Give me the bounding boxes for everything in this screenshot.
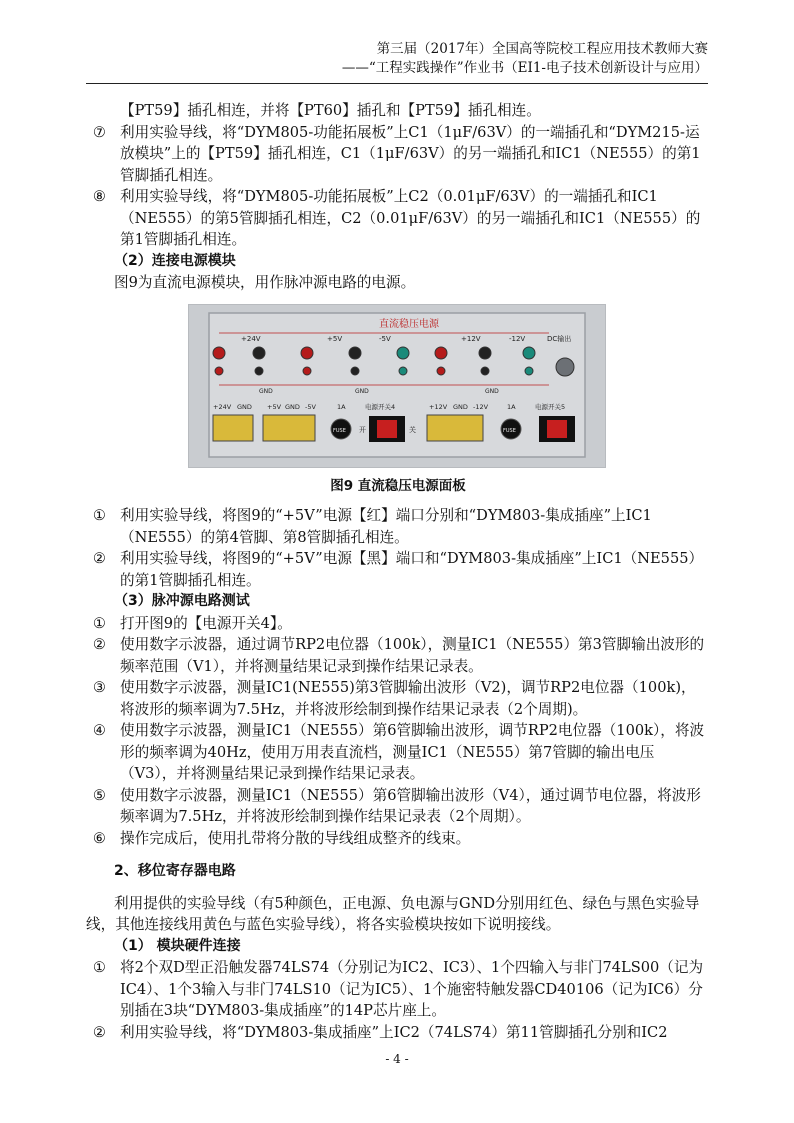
list-item: [86, 505, 710, 548]
page-content: [86, 100, 710, 1043]
bottom-label: GND: [237, 402, 252, 411]
bottom-label: +5V: [267, 402, 282, 411]
switch-off-label: 关: [409, 425, 416, 434]
item-number: ③: [92, 679, 106, 696]
bottom-label: 电源开关5: [535, 402, 566, 411]
fuse-label-1: FUSE: [333, 427, 346, 434]
list-item: [86, 186, 710, 251]
item-text: 使用数字示波器，通过调节RP2电位器（100k），测量IC1（NE555）第3管脚输出波形的频率范围（V1），并将测量结果记录到操作结果记录表。: [120, 636, 705, 675]
bottom-label: +12V: [429, 402, 448, 411]
paragraph: 利用提供的实验导线（有5种颜色，正电源、负电源与GND分别用红色、绿色与黑色实验导线，其他连接线用黄色与蓝色实验导线），将各实验模块按如下说明接线。: [86, 894, 700, 933]
list-item: [86, 957, 710, 1022]
switch-on-label: 开: [359, 425, 366, 434]
page-number: - 4 -: [385, 1052, 409, 1066]
header-title: 第三届（2017年）全国高等院校工程应用技术教师大赛: [376, 41, 708, 57]
list-item: [86, 613, 710, 635]
label-24v: +24V: [241, 334, 261, 343]
list-item: [86, 122, 710, 187]
section-heading-hardware: （1） 模块硬件连接: [114, 937, 241, 954]
item-number: ⑥: [92, 829, 106, 847]
item-text: 操作完成后，使用扎带将分散的导线组成整齐的线束。: [120, 829, 471, 847]
item-number: ①: [92, 614, 106, 632]
item-number: ①: [92, 959, 106, 976]
item-text: 使用数字示波器，测量IC1（NE555）第6管脚输出波形（V4），通过调节电位器，将波形频率调为7.5Hz，并将波形绘制到操作结果记录表（2个周期）。: [120, 786, 701, 825]
label-dc-output: DC输出: [547, 334, 572, 343]
label-12v: +12V: [461, 334, 481, 343]
label-minus12v: -12V: [509, 334, 526, 343]
item-text: 将2个双D型正沿触发器74LS74（分别记为IC2、IC3）、1个四输入与非门74LS00（记为IC4）、1个3输入与非门74LS10（记为IC5）、1个施密特触发器CD40106（记为IC6）分别插在3块“DYM803-集成插座”的14P芯片座上。: [120, 959, 704, 1019]
item-number: ④: [92, 722, 106, 739]
continuation-line: 【PT59】插孔相连，并将【PT60】插孔和【PT59】插孔相连。: [120, 102, 541, 119]
item-text: 利用实验导线，将“DYM803-集成插座”上IC2（74LS74）第11管脚插孔分别和IC2: [120, 1023, 668, 1041]
header-subtitle: ——“工程实践操作”作业书（EI1-电子技术创新设计与应用）: [341, 60, 708, 76]
paragraph: 图9为直流电源模块，用作脉冲源电路的电源。: [114, 274, 416, 291]
list-item: [86, 828, 710, 850]
section-heading-test: （3）脉冲源电路测试: [114, 593, 250, 609]
label-5v: +5V: [327, 334, 343, 343]
bottom-label: -5V: [305, 402, 316, 411]
item-number: ⑧: [92, 188, 106, 205]
list-item: [86, 634, 710, 677]
bottom-label: -12V: [473, 402, 489, 411]
header-divider: [86, 83, 708, 84]
bottom-label: 1A: [337, 402, 346, 411]
item-number: ②: [92, 550, 106, 567]
fuse-label-2: FUSE: [503, 427, 516, 434]
item-text: 打开图9的【电源开关4】。: [120, 614, 292, 632]
bottom-label: GND: [285, 402, 300, 411]
bottom-label: +24V: [213, 402, 232, 411]
item-text: 利用实验导线，将图9的“+5V”电源【红】端口分别和“DYM803-集成插座”上IC1（NE555）的第4管脚、第8管脚插孔相连。: [120, 507, 652, 546]
list-item: [86, 785, 710, 828]
item-text: 使用数字示波器，测量IC1（NE555）第6管脚输出波形，调节RP2电位器（100k），将波形的频率调为40Hz，使用万用表直流档，测量IC1（NE555）第7管脚的输出电压（V3），并将测量结果记录到操作结果记录表。: [120, 722, 705, 782]
list-item: [86, 1022, 710, 1044]
section-heading-power: （2）连接电源模块: [114, 252, 236, 269]
item-number: ⑤: [92, 786, 106, 804]
list-item: [86, 720, 710, 785]
item-number: ①: [92, 507, 106, 524]
bottom-label: GND: [453, 402, 468, 411]
label-minus5v: -5V: [379, 334, 391, 343]
figure-caption: 图9 直流稳压电源面板: [330, 477, 466, 494]
gnd-label-2: GND: [355, 387, 369, 395]
gnd-label-3: GND: [485, 387, 499, 395]
power-panel-image: [189, 305, 605, 467]
section-heading-shift-register: 2、移位寄存器电路: [114, 863, 236, 879]
list-item: [86, 548, 710, 591]
item-text: 利用实验导线，将图9的“+5V”电源【黑】端口和“DYM803-集成插座”上IC1（NE555）的第1管脚插孔相连。: [120, 550, 704, 589]
item-number: ②: [92, 1023, 106, 1041]
item-number: ⑦: [92, 123, 106, 141]
gnd-label-1: GND: [259, 387, 273, 395]
item-text: 利用实验导线，将“DYM805-功能拓展板”上C1（1μF/63V）的一端插孔和“DYM215-运放模块”上的【PT59】插孔相连，C1（1μF/63V）的另一端插孔和IC1（NE555）的第1管脚插孔相连。: [120, 123, 701, 184]
item-number: ②: [92, 636, 106, 653]
power-panel-figure: [188, 304, 606, 468]
item-text: 使用数字示波器，测量IC1(NE555)第3管脚输出波形（V2)，调节RP2电位器（100k)，将波形的频率调为7.5Hz，并将波形绘制到操作结果记录表（2个周期)。: [120, 679, 696, 718]
bottom-label: 1A: [507, 402, 516, 411]
item-text: 利用实验导线，将“DYM805-功能拓展板”上C2（0.01μF/63V）的一端插孔和IC1（NE555）的第5管脚插孔相连，C2（0.01μF/63V）的另一端插孔和IC1（NE555）的第1管脚插孔相连。: [120, 188, 701, 248]
bottom-label: 电源开关4: [365, 402, 396, 411]
page-header: [86, 40, 708, 78]
panel-title: 直流稳压电源: [379, 318, 439, 330]
list-item: [86, 677, 710, 720]
